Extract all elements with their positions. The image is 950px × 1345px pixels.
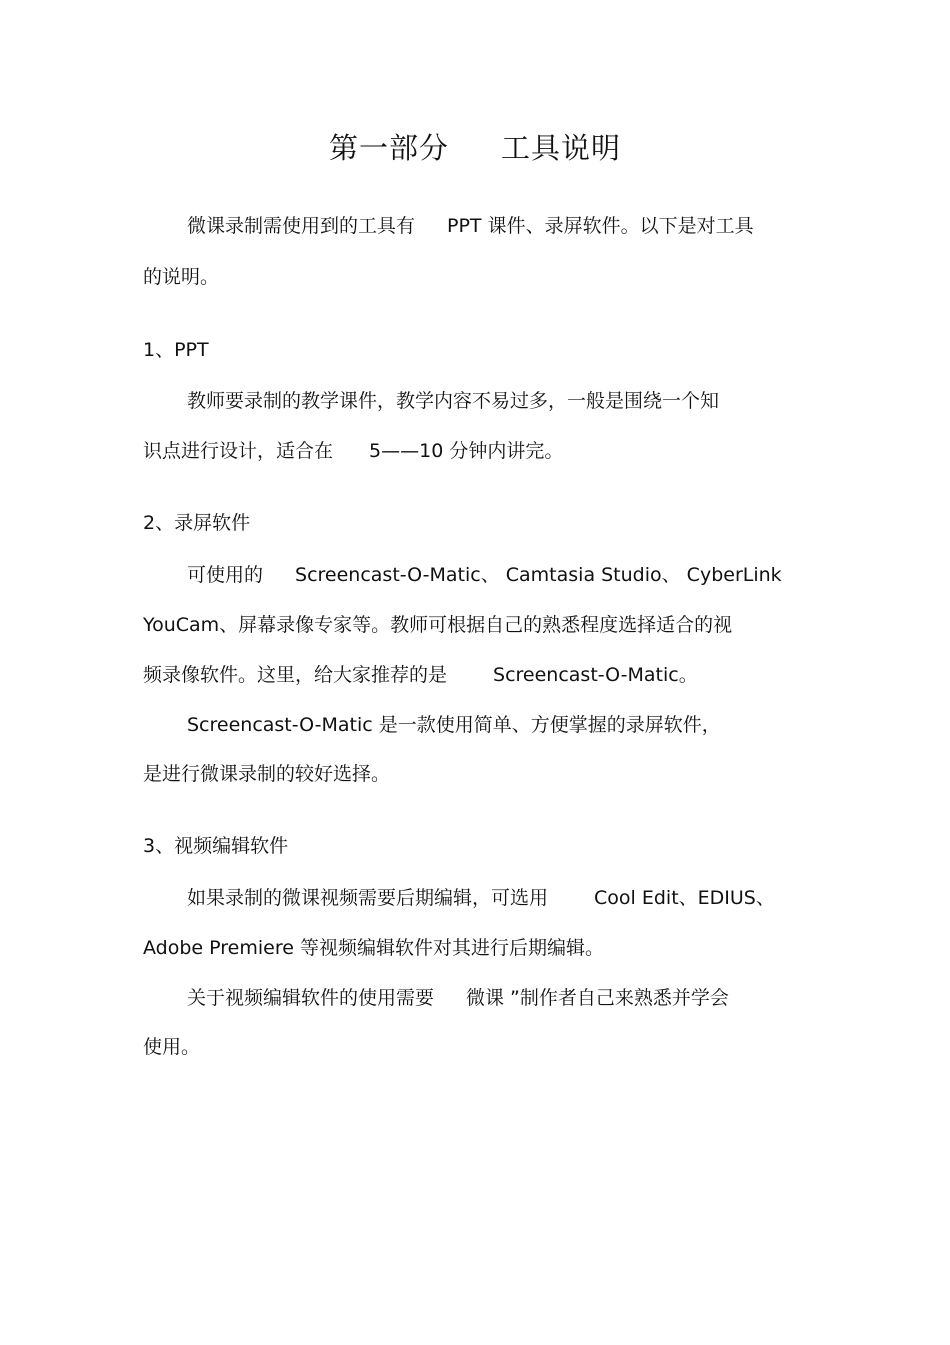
- section-1-line-2: 识点进行设计，适合在 5——10 分钟内讲完。: [143, 440, 564, 462]
- page-title: [0, 128, 950, 168]
- title-part: 第一部分: [328, 131, 449, 165]
- section-3-line-3: 关于视频编辑软件的使用需要 微课 ”制作者自己来熟悉并学会: [187, 987, 729, 1009]
- section-2-line-1: 可使用的 Screencast-O-Matic、 Camtasia Studio、 CyberLink: [187, 564, 782, 586]
- section-1-heading: 1、PPT: [143, 339, 209, 361]
- section-3-line-4: 使用。: [143, 1036, 201, 1058]
- section-1-line-1: 教师要录制的教学课件，教学内容不易过多，一般是围绕一个知: [187, 390, 720, 412]
- section-3-line-1: 如果录制的微课视频需要后期编辑，可选用 Cool Edit、EDIUS、: [187, 887, 775, 909]
- section-3-line-2: Adobe Premiere 等视频编辑软件对其进行后期编辑。: [143, 937, 604, 959]
- section-2-line-4: Screencast-O-Matic 是一款使用简单、方便掌握的录屏软件，: [187, 714, 721, 736]
- section-2-line-5: 是进行微课录制的较好选择。: [143, 763, 391, 785]
- title-name: 工具说明: [501, 131, 622, 165]
- section-3-heading: 3、视频编辑软件: [143, 835, 289, 857]
- intro-line-2: 的说明。: [143, 266, 220, 288]
- intro-line-1: 微课录制需使用到的工具有 PPT 课件、录屏软件。以下是对工具: [187, 215, 754, 237]
- section-2-heading: 2、录屏软件: [143, 512, 251, 534]
- section-2-line-2: YouCam、屏幕录像专家等。教师可根据自己的熟悉程度选择适合的视: [143, 614, 733, 636]
- section-2-line-3: 频录像软件。这里，给大家推荐的是 Screencast-O-Matic。: [143, 664, 698, 686]
